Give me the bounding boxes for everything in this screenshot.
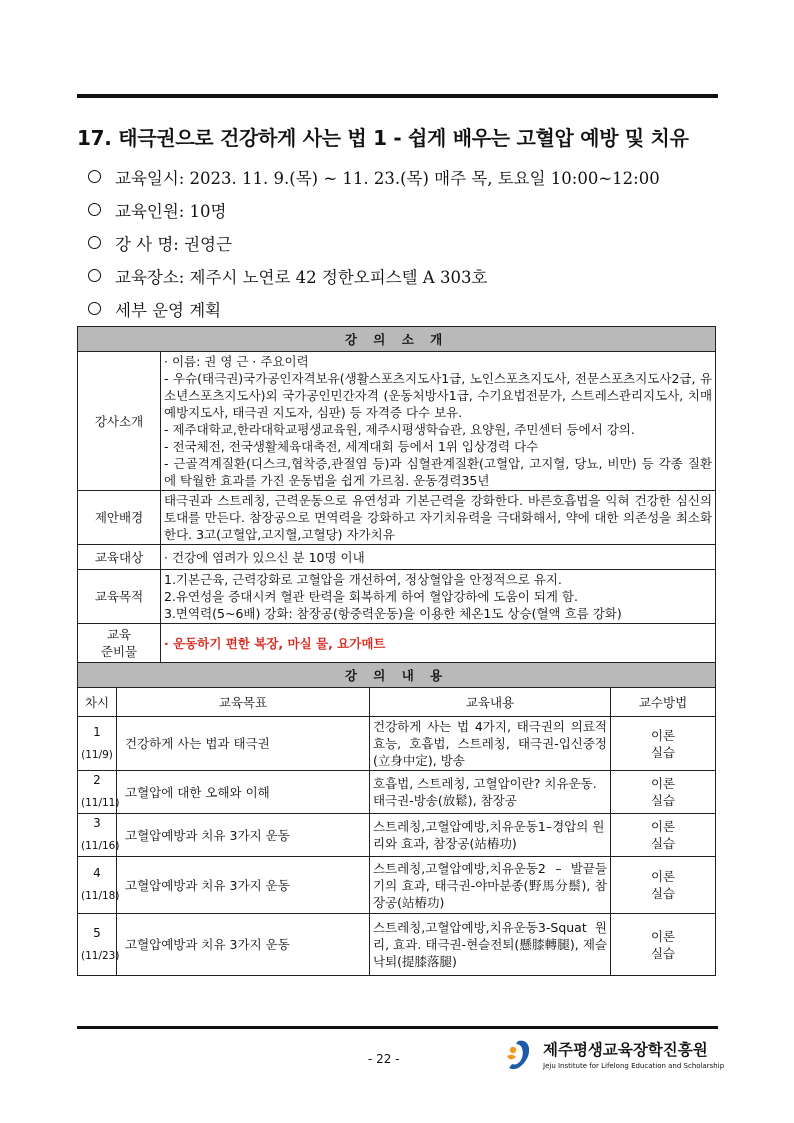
supplies-content: · 운동하기 편한 복장, 마실 물, 요가매트 <box>161 624 716 663</box>
content-header: 강 의 내 용 <box>78 663 716 688</box>
session-number: 1 (11/9) <box>78 717 117 771</box>
background-content: 태극권과 스트레칭, 근력운동으로 유연성과 기본근력을 강화한다. 바른호흡법을 익혀 건강한 심신의 토대를 만든다. 참장공으로 면역력을 강화하고 자기치유력을 극대화해서, 약에 대한 의존성을 최소화한다. 3고(고혈압,고지혈,고혈당) 자가치유 <box>161 491 716 545</box>
col-method: 교수방법 <box>611 688 716 717</box>
bullet-instructor: 강 사 명: 권영근 <box>77 226 737 259</box>
session-goal: 고혈압예방과 치유 3가지 운동 <box>117 857 370 914</box>
session-goal: 고혈압에 대한 오해와 이해 <box>117 771 370 814</box>
page-title: 17. 태극권으로 건강하게 사는 법 1 - 쉽게 배우는 고혈압 예방 및 치유 <box>77 126 689 150</box>
session-method: 이론 실습 <box>611 914 716 976</box>
intro-header: 강 의 소 개 <box>78 327 716 352</box>
top-rule <box>77 94 718 98</box>
session-method: 이론 실습 <box>611 771 716 814</box>
goal-content: 1.기본근육, 근력강화로 고혈압을 개선하여, 정상혈압을 안정적으로 유지. 2.유연성을 증대시켜 혈관 탄력을 회복하게 하여 혈압강하에 도움이 되게 함. 3.면역력(5~6배) 강화: 참장공(항중력운동)을 이용한 체온1도 상승(혈액 흐름 강화) <box>161 570 716 624</box>
target-row <box>78 545 716 570</box>
circle-bullet-icon <box>88 170 101 183</box>
session-number: 2 (11/11) <box>78 771 117 814</box>
session-goal: 건강하게 사는 법과 태극권 <box>117 717 370 771</box>
session-content: 호흡법, 스트레칭, 고혈압이란? 치유운동. 태극권-방송(放鬆), 참장공 <box>370 771 611 814</box>
session-row <box>78 857 716 914</box>
content-column-headers <box>78 688 716 717</box>
session-content: 스트레칭,고혈압예방,치유운동3-Squat 원리, 효과. 태극권-현슬전퇴(懸膝轉腿), 제슬낙퇴(提膝落腿) <box>370 914 611 976</box>
instructor-label: 강사소개 <box>78 352 161 491</box>
instructor-content: · 이름: 권 영 근 · 주요이력 - 우슈(태극권)국가공인자격보유(생활스포츠지도사1급, 노인스포츠지도사, 전문스포츠지도사2급, 유소년스포츠지도사)외 국가공인민간자격 (운동처방사1급, 수기요법전문가, 스트레스관리지도사, 치매예방지도사, 태극권 지도자, 심판) 등 자격증 다수 보유. - 제주대학교,한라대학교평생교육원, 제주시평생학습관, 요양원, 주민센터 등에서 강의. - 전국체전, 전국생활체육대축전, 세계대회 등에서 1위 입상경력 다수 - 근골격계질환(디스크,협착증,관절염 등)과 심혈관계질환(고혈압, 고지혈, 당뇨, 비만) 등 각종 질환에 탁월한 효과를 가진 운동법을 쉽게 가르침. 운동경력35년 <box>161 352 716 491</box>
target-label: 교육대상 <box>78 545 161 570</box>
bottom-rule <box>77 1026 718 1029</box>
org-logo-icon <box>503 1038 537 1072</box>
session-number: 3 (11/16) <box>78 814 117 857</box>
session-row <box>78 717 716 771</box>
background-row <box>78 491 716 545</box>
session-method: 이론 실습 <box>611 717 716 771</box>
col-session: 차시 <box>78 688 117 717</box>
col-content: 교육내용 <box>370 688 611 717</box>
bullet-capacity: 교육인원: 10명 <box>77 193 737 226</box>
goal-row <box>78 570 716 624</box>
col-goal: 교육목표 <box>117 688 370 717</box>
session-number: 4 (11/18) <box>78 857 117 914</box>
session-row <box>78 914 716 976</box>
session-goal: 고혈압예방과 치유 3가지 운동 <box>117 914 370 976</box>
session-row <box>78 814 716 857</box>
org-name-korean: 제주평생교육장학진흥원 <box>543 1041 708 1059</box>
session-goal: 고혈압예방과 치유 3가지 운동 <box>117 814 370 857</box>
session-method: 이론 실습 <box>611 857 716 914</box>
circle-bullet-icon <box>88 269 101 282</box>
session-row <box>78 771 716 814</box>
circle-bullet-icon <box>88 236 101 249</box>
instructor-row <box>78 352 716 491</box>
info-bullets <box>77 160 737 325</box>
org-name-english: Jeju Institute for Lifelong Education and Scholarship <box>543 1062 725 1070</box>
bullet-schedule: 교육일시: 2023. 11. 9.(목) ~ 11. 23.(목) 매주 목, 토요일 10:00~12:00 <box>77 160 737 193</box>
circle-bullet-icon <box>88 203 101 216</box>
session-content: 스트레칭,고혈압예방,치유운동2 – 발끝들기의 효과, 태극권-야마분종(野馬分鬃), 참장공(站樁功) <box>370 857 611 914</box>
supplies-label: 교육 준비물 <box>78 624 161 663</box>
course-table <box>77 326 716 976</box>
bullet-location: 교육장소: 제주시 노연로 42 정한오피스텔 A 303호 <box>77 259 737 292</box>
org-logo <box>503 1038 724 1072</box>
session-number: 5 (11/23) <box>78 914 117 976</box>
session-content: 스트레칭,고혈압예방,치유운동1–경압의 원리와 효과, 참장공(站樁功) <box>370 814 611 857</box>
supplies-row <box>78 624 716 663</box>
session-content: 건강하게 사는 법 4가지, 태극권의 의료적 효능, 호흡법, 스트레칭, 태극권-입신중정(立身中定), 방송 <box>370 717 611 771</box>
target-content: · 건강에 염려가 있으신 분 10명 이내 <box>161 545 716 570</box>
background-label: 제안배경 <box>78 491 161 545</box>
session-method: 이론 실습 <box>611 814 716 857</box>
goal-label: 교육목적 <box>78 570 161 624</box>
circle-bullet-icon <box>88 302 101 315</box>
bullet-plan: 세부 운영 계획 <box>77 292 737 325</box>
page-number: - 22 - <box>368 1052 400 1066</box>
